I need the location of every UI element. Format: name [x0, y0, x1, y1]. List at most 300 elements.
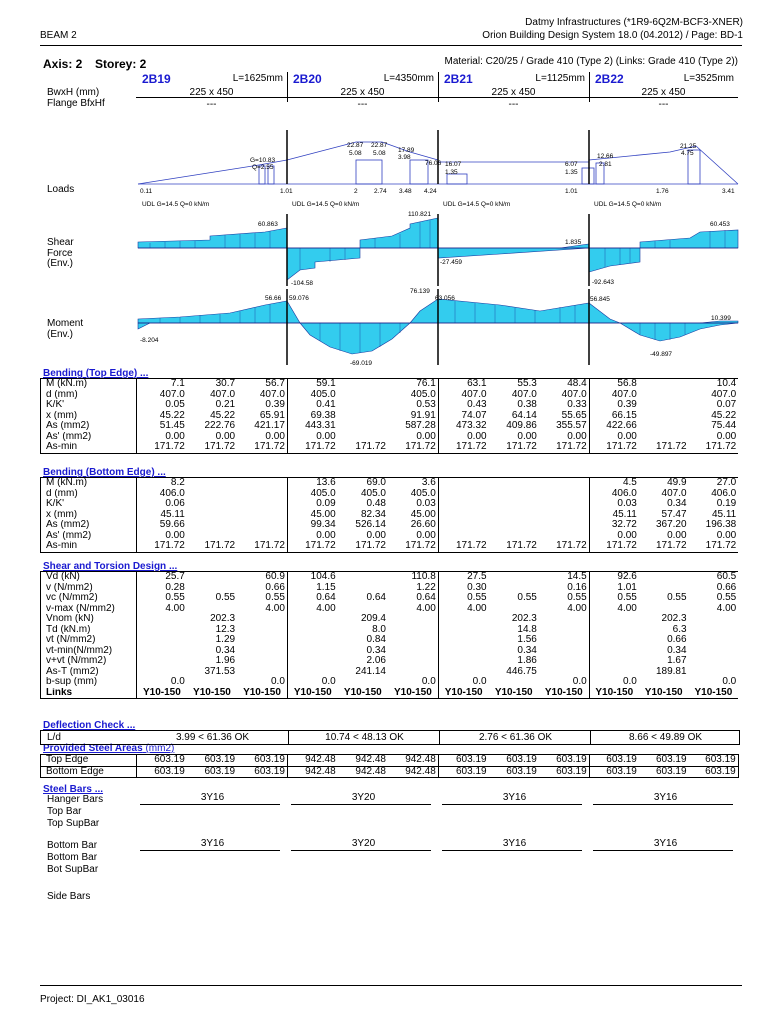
table-cell: 407.0: [511, 389, 537, 400]
moment-val: 10.399: [711, 315, 731, 322]
load-val: 5.08: [373, 150, 386, 157]
load-pos: 3.48: [399, 188, 412, 195]
table-cell: 51.45: [137, 421, 187, 432]
table-cell: 421.17: [254, 421, 285, 431]
table-cell: [388, 635, 438, 646]
row-label: vc (N/mm2): [46, 593, 98, 603]
table-cell: 27.5: [438, 572, 488, 583]
bar-line: [291, 804, 431, 805]
table-cell: 0.48: [366, 499, 386, 509]
table-row: [41, 583, 739, 594]
moment-val: 56.845: [590, 296, 610, 303]
table-cell: 82.34: [360, 509, 386, 520]
table-cell: 603.19: [705, 766, 736, 777]
udl-label: UDL G=14.5 Q=0 kN/m: [142, 201, 210, 208]
table-cell: 171.72: [589, 541, 639, 552]
table-cell: 942.48: [355, 766, 386, 777]
table-cell: 405.0: [287, 390, 337, 401]
table-cell: 0.66: [716, 582, 737, 593]
table-cell: [438, 625, 488, 636]
load-val: 17.89: [398, 147, 415, 154]
table-cell: [639, 677, 689, 688]
table-cell: 0.00: [366, 530, 386, 541]
table-cell: 171.72: [655, 442, 687, 452]
table-cell: 171.72: [355, 442, 386, 452]
table-cell: [237, 520, 287, 531]
table-cell: 405.0: [360, 488, 386, 499]
table-cell: 0.33: [567, 400, 587, 410]
table-cell: [438, 531, 488, 542]
table-cell: [438, 510, 488, 521]
table-cell: [639, 400, 689, 411]
deflection-title: Deflection Check ...: [43, 720, 136, 731]
table-cell: 0.0: [421, 677, 436, 687]
table-cell: 171.72: [254, 541, 285, 551]
table-cell: [489, 520, 539, 531]
load-pos: 1.01: [565, 188, 578, 195]
table-cell: Y10-150: [243, 687, 281, 698]
table-cell: [187, 677, 237, 688]
table-cell: 0.34: [215, 645, 236, 656]
table-cell: 171.72: [655, 541, 687, 551]
table-cell: [237, 667, 287, 678]
load-pos: 2.74: [374, 188, 387, 195]
table-cell: 473.32: [438, 421, 488, 432]
row-label: As-T (mm2): [46, 666, 99, 677]
table-cell: [589, 646, 639, 657]
table-cell: 75.44: [711, 421, 737, 431]
table-cell: 0.00: [667, 530, 687, 541]
table-row: [41, 432, 739, 443]
table-cell: 4.00: [438, 604, 488, 615]
table-cell: [388, 646, 438, 657]
table-cell: 55.65: [561, 410, 587, 421]
table-cell: 171.72: [506, 541, 537, 551]
table-cell: [539, 625, 589, 636]
table-cell: 526.14: [355, 520, 386, 530]
table-cell: Y10-150: [494, 687, 533, 698]
beam-length: L=1125mm: [535, 73, 585, 84]
table-cell: 4.00: [567, 603, 587, 614]
table-row: [41, 614, 739, 625]
table-cell: 45.00: [287, 510, 337, 521]
load-val: 2.81: [599, 161, 612, 168]
table-cell: 171.72: [254, 442, 285, 452]
table-cell: 104.6: [287, 572, 337, 583]
bending-bottom-title: Bending (Bottom Edge) ...: [43, 467, 166, 478]
table-row: [41, 400, 739, 411]
table-cell: 196.38: [705, 520, 737, 530]
table-cell: Y10-150: [694, 687, 733, 698]
table-cell: [338, 583, 388, 594]
table-cell: Y10-150: [589, 688, 639, 699]
load-val: G=10.83: [250, 157, 276, 164]
table-cell: Y10-150: [137, 688, 187, 699]
table-cell: [589, 614, 639, 625]
table-cell: 0.21: [215, 400, 236, 410]
table-cell: 91.91: [410, 410, 436, 421]
table-cell: 171.72: [438, 442, 488, 453]
table-cell: 0.00: [287, 432, 337, 443]
table-cell: 1.86: [517, 656, 537, 666]
row-label: K/K': [46, 400, 65, 410]
table-cell: 603.19: [438, 755, 488, 767]
shear-val: 60.863: [258, 221, 278, 228]
table-cell: [438, 656, 488, 667]
table-cell: 0.03: [589, 499, 639, 510]
udl-label: UDL G=14.5 Q=0 kN/m: [292, 201, 360, 208]
table-cell: 202.3: [511, 614, 537, 624]
table-cell: 66.15: [589, 411, 639, 422]
provided-steel-table: [40, 754, 739, 778]
hanger-bar-value: 3Y16: [200, 792, 225, 803]
load-val: 22.87: [371, 142, 388, 149]
bending-top-title: Bending (Top Edge) ...: [43, 368, 149, 379]
table-cell: 942.48: [287, 766, 337, 778]
table-cell: 8.2: [137, 478, 187, 489]
table-cell: [489, 489, 539, 500]
table-cell: 64.14: [511, 410, 537, 421]
shear-label: Shear Force (Env.): [47, 237, 74, 269]
table-cell: 56.7: [265, 378, 285, 389]
table-cell: 0.34: [667, 499, 687, 509]
table-cell: [639, 421, 689, 432]
table-cell: 45.11: [589, 510, 639, 521]
table-cell: 92.6: [589, 572, 639, 583]
bottom-bar-value: 3Y16: [200, 838, 225, 849]
table-cell: [187, 604, 237, 615]
table-cell: [489, 510, 539, 521]
table-cell: 0.00: [716, 530, 737, 541]
table-cell: 4.00: [589, 604, 639, 615]
load-pos: 0.11: [140, 188, 153, 195]
table-cell: 1.22: [416, 582, 436, 593]
table-cell: [237, 478, 287, 489]
table-cell: 13.6: [287, 478, 337, 489]
table-cell: 4.00: [265, 603, 285, 614]
table-cell: 14.5: [567, 571, 587, 582]
table-cell: 405.0: [287, 489, 337, 500]
table-cell: [489, 604, 539, 615]
table-row: [41, 531, 739, 542]
shear-torsion-title: Shear and Torsion Design ...: [43, 561, 178, 572]
table-cell: [539, 667, 589, 678]
row-label: Td (kN.m): [46, 624, 91, 635]
table-cell: [438, 614, 488, 625]
table-cell: 603.19: [137, 755, 187, 767]
table-cell: [438, 499, 488, 510]
udl-label: UDL G=14.5 Q=0 kN/m: [594, 201, 662, 208]
table-cell: 0.64: [287, 593, 337, 604]
table-cell: [539, 520, 589, 531]
table-row: [41, 593, 739, 604]
flange-label: Flange BfxHf: [47, 98, 105, 109]
table-cell: 0.28: [137, 583, 187, 594]
table-row: [41, 667, 739, 678]
load-val: 12.66: [597, 153, 614, 160]
load-val: 16.07: [445, 161, 462, 168]
table-cell: [438, 635, 488, 646]
table-cell: [689, 625, 739, 636]
table-cell: [539, 656, 589, 667]
table-cell: 45.00: [410, 509, 436, 520]
table-cell: 603.19: [506, 766, 537, 777]
table-cell: 603.19: [589, 766, 639, 778]
table-cell: 63.1: [438, 379, 488, 390]
table-row: [41, 390, 739, 401]
load-val: 6.07: [565, 161, 578, 168]
table-cell: 3.6: [421, 477, 436, 488]
table-cell: 0.84: [366, 635, 386, 645]
table-cell: 0.00: [416, 530, 436, 541]
load-val: 4.75: [681, 150, 694, 157]
table-cell: 30.7: [215, 378, 236, 389]
deflection-value: 10.74 < 48.13 OK: [288, 731, 440, 744]
bottom-bar-value: 3Y20: [351, 838, 376, 849]
axis-label: Axis: 2: [43, 57, 83, 71]
bar-line: [442, 850, 582, 851]
table-cell: 171.72: [287, 442, 337, 453]
table-cell: [187, 489, 237, 500]
deflection-label: L/d: [47, 732, 61, 743]
table-cell: 603.19: [237, 755, 287, 767]
moment-val: 56.66: [265, 295, 282, 302]
table-cell: 942.48: [287, 755, 337, 767]
table-cell: 603.19: [438, 766, 488, 778]
load-val: 1.35: [445, 169, 458, 176]
row-label: Vnom (kN): [46, 614, 94, 624]
table-cell: 0.0: [137, 677, 187, 688]
table-cell: 202.3: [661, 614, 687, 624]
row-label: v (N/mm2): [46, 582, 93, 593]
moment-val: -69.019: [350, 360, 373, 367]
table-cell: [237, 646, 287, 657]
table-cell: 1.56: [517, 635, 537, 645]
table-cell: 0.39: [589, 400, 639, 411]
table-cell: [338, 390, 388, 401]
table-cell: 14.8: [517, 624, 537, 635]
load-pos: 3.41: [722, 188, 735, 195]
bar-line: [593, 804, 733, 805]
row-label: Top Edge: [41, 755, 137, 767]
table-row: [41, 520, 739, 531]
table-cell: 371.53: [204, 666, 236, 677]
bar-line: [593, 850, 733, 851]
row-label: M (kN.m): [46, 378, 88, 389]
table-cell: 45.22: [711, 410, 737, 421]
beam-section: 225 x 450: [189, 87, 234, 98]
table-cell: [689, 646, 739, 657]
table-cell: 0.43: [438, 400, 488, 411]
table-cell: 0.00: [438, 432, 488, 443]
table-cell: 1.96: [215, 656, 236, 666]
table-cell: 0.55: [567, 593, 587, 603]
table-cell: 367.20: [655, 520, 687, 530]
table-cell: [639, 432, 689, 443]
table-cell: [639, 583, 689, 594]
table-cell: 222.76: [204, 421, 236, 431]
table-cell: [438, 667, 488, 678]
table-cell: 942.48: [388, 755, 438, 767]
table-cell: [338, 400, 388, 411]
table-cell: 407.0: [589, 390, 639, 401]
table-cell: 171.72: [204, 442, 236, 452]
table-cell: 4.00: [416, 603, 436, 614]
row-label: M (kN.m): [46, 477, 88, 488]
beam-length: L=3525mm: [683, 73, 734, 84]
table-cell: [237, 531, 287, 542]
table-cell: [338, 432, 388, 443]
table-cell: 405.0: [410, 488, 436, 499]
table-cell: [187, 499, 237, 510]
table-cell: 56.8: [589, 379, 639, 390]
beam-section: 225 x 450: [340, 87, 385, 98]
table-cell: 45.22: [210, 410, 236, 421]
table-cell: [388, 656, 438, 667]
table-cell: 171.72: [355, 541, 386, 551]
table-cell: 171.72: [438, 541, 488, 552]
provided-steel-label: Provided Steel Areas: [43, 743, 143, 754]
table-cell: 48.4: [567, 378, 587, 389]
table-cell: 4.5: [589, 478, 639, 489]
bending-top-table: [40, 378, 738, 454]
table-cell: 603.19: [489, 755, 539, 767]
table-cell: 603.19: [655, 766, 687, 777]
table-cell: 171.72: [506, 442, 537, 452]
beam-name: 2B19: [142, 72, 171, 86]
table-cell: [287, 646, 337, 657]
table-cell: 0.00: [215, 431, 236, 442]
table-row: [41, 510, 739, 521]
table-cell: [589, 656, 639, 667]
table-cell: [539, 635, 589, 646]
table-cell: 241.14: [355, 666, 386, 677]
table-cell: [237, 635, 287, 646]
table-cell: [539, 499, 589, 510]
table-cell: [338, 379, 388, 390]
table-cell: 76.1: [416, 378, 436, 389]
table-cell: 55.3: [517, 378, 537, 389]
table-cell: [539, 614, 589, 625]
row-label: As' (mm2): [46, 431, 92, 442]
table-cell: [237, 625, 287, 636]
shear-val: 60.453: [710, 221, 730, 228]
table-cell: [187, 531, 237, 542]
table-cell: 443.31: [287, 421, 337, 432]
shear-torsion-table: [40, 571, 738, 699]
table-row: [41, 489, 739, 500]
table-cell: 409.86: [506, 421, 537, 431]
table-cell: [639, 379, 689, 390]
row-label: d (mm): [46, 488, 78, 499]
deflection-value: 2.76 < 61.36 OK: [439, 731, 591, 744]
table-cell: [388, 614, 438, 625]
table-cell: 171.72: [405, 541, 436, 551]
steel-bars-title: Steel Bars ...: [43, 784, 104, 795]
shear-val: -92.643: [592, 279, 615, 286]
system-line: Orion Building Design System 18.0 (04.2012) / Page: BD-1: [482, 30, 743, 41]
table-row: [41, 499, 739, 510]
beam-section: 225 x 450: [491, 87, 536, 98]
table-cell: 0.55: [265, 593, 285, 603]
table-cell: 60.5: [716, 571, 737, 582]
row-label: As (mm2): [46, 520, 90, 530]
hanger-label: Hanger Bars: [47, 794, 104, 805]
table-row: [41, 635, 739, 646]
table-cell: [137, 656, 187, 667]
beam-flange: ---: [357, 99, 368, 110]
table-row: [41, 688, 739, 699]
table-cell: 942.48: [338, 755, 388, 767]
table-cell: [539, 478, 589, 489]
table-row: [41, 411, 739, 422]
table-cell: 0.00: [287, 531, 337, 542]
table-cell: Y10-150: [544, 687, 583, 698]
moment-val: 59.076: [289, 295, 309, 302]
load-val: 3.98: [398, 154, 411, 161]
table-cell: [287, 667, 337, 678]
table-cell: 8.0: [372, 624, 386, 635]
table-cell: 355.57: [556, 421, 587, 431]
table-cell: Y10-150: [393, 687, 432, 698]
beam-name: 2B21: [444, 72, 473, 86]
table-cell: 603.19: [539, 755, 589, 767]
table-cell: 45.11: [137, 510, 187, 521]
table-cell: [338, 604, 388, 615]
table-cell: 1.01: [589, 583, 639, 594]
table-cell: 0.64: [366, 593, 386, 603]
table-cell: [137, 646, 187, 657]
table-cell: 406.0: [137, 489, 187, 500]
table-cell: 406.0: [589, 489, 639, 500]
table-cell: 0.16: [567, 582, 587, 593]
load-val: 76.06: [425, 160, 442, 167]
beam-flange: ---: [658, 99, 669, 110]
table-cell: 189.81: [655, 666, 687, 677]
table-cell: [689, 656, 739, 667]
table-cell: 407.0: [661, 488, 687, 499]
table-cell: 0.55: [667, 593, 687, 603]
bar-line: [140, 804, 280, 805]
table-cell: 0.00: [589, 531, 639, 542]
project-footer: Project: DI_AK1_03016: [40, 994, 145, 1005]
table-row: [41, 646, 739, 657]
table-cell: [287, 656, 337, 667]
table-cell: 0.00: [137, 432, 187, 443]
table-cell: 12.3: [215, 624, 236, 635]
table-cell: 0.34: [517, 645, 537, 656]
table-cell: 45.22: [137, 411, 187, 422]
table-cell: 603.19: [689, 755, 739, 767]
table-cell: [338, 421, 388, 432]
table-cell: 446.75: [506, 666, 537, 677]
bending-bottom-table: [40, 477, 738, 553]
deflection-value: 3.99 < 61.36 OK: [175, 732, 250, 743]
table-cell: [338, 411, 388, 422]
table-cell: 0.55: [716, 593, 737, 603]
loads-diagram: [0, 0, 768, 210]
table-row: [41, 541, 739, 552]
table-cell: [539, 489, 589, 500]
table-cell: 4.00: [716, 603, 737, 614]
table-cell: 69.0: [366, 477, 386, 488]
bottom-bar-header-label: Bottom Bar: [47, 840, 98, 851]
table-cell: 1.15: [287, 583, 337, 594]
table-cell: 0.00: [567, 431, 587, 442]
table-cell: 27.0: [716, 477, 737, 488]
table-cell: 603.19: [589, 755, 639, 767]
table-cell: 110.8: [411, 571, 436, 582]
